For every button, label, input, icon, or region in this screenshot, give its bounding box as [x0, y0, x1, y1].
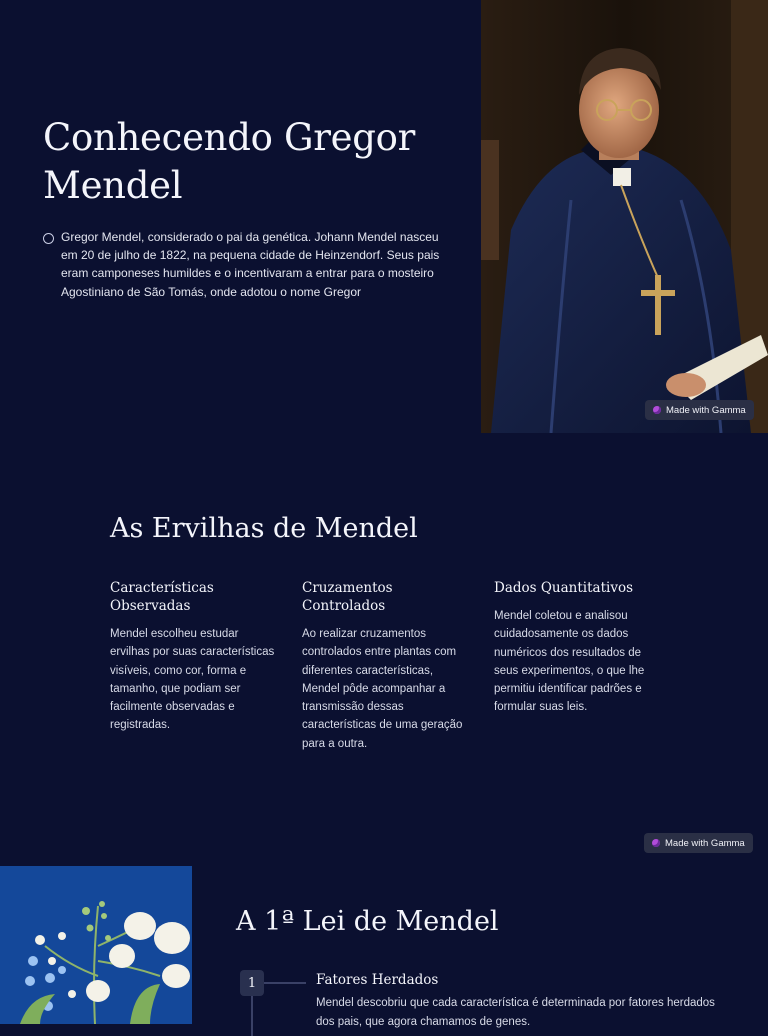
badge-label: Made with Gamma — [665, 837, 745, 849]
column-heading: Características Observadas — [110, 580, 214, 614]
gamma-logo-icon — [652, 839, 660, 847]
step-connector — [264, 982, 306, 984]
slide-title: Conhecendo Gregor Mendel — [43, 116, 416, 207]
column-heading: Cruzamentos Controlados — [302, 580, 393, 614]
slide-title: A 1ª Lei de Mendel — [236, 906, 499, 937]
made-with-gamma-badge[interactable] — [644, 833, 753, 853]
column-characteristics — [110, 579, 280, 735]
bullet-circle-icon — [43, 233, 54, 244]
slide-peas — [0, 433, 768, 866]
column-text: Ao realizar cruzamentos controlados entre plantas com diferentes características, Mendel pôde acompanhar a transmissão dessas características de uma geração para a outra. — [302, 628, 463, 750]
badge-label: Made with Gamma — [666, 404, 746, 416]
slide-first-law — [0, 866, 768, 1028]
step-title: Fatores Herdados — [316, 972, 439, 988]
bullet-text: Gregor Mendel, considerado o pai da genética. Johann Mendel nasceu em 20 de julho de 1822, na pequena cidade de Heinzendorf. Seus pais eram camponeses humildes e o incentivaram a entrar para o mosteiro Agostiniano de São Tomás, onde adotou o nome Gregor — [61, 230, 440, 299]
step-description: Mendel descobriu que cada característica é determinada por fatores herdados dos pais, que agora chamamos de genes. — [316, 997, 715, 1028]
timeline-line — [251, 996, 253, 1036]
column-text: Mendel escolheu estudar ervilhas por suas características visíveis, como cor, forma e tamanho, que podiam ser facilmente observadas e registradas. — [110, 628, 275, 732]
mendel-portrait-image — [481, 0, 768, 433]
column-heading: Dados Quantitativos — [494, 580, 634, 596]
gamma-logo-icon — [653, 406, 661, 414]
slide-title: As Ervilhas de Mendel — [110, 513, 418, 544]
column-data — [494, 579, 654, 717]
made-with-gamma-badge[interactable] — [645, 400, 754, 420]
pea-flowers-image — [0, 866, 192, 1024]
slide-intro — [0, 0, 768, 433]
column-text: Mendel coletou e analisou cuidadosamente os dados numéricos dos resultados de seus experimentos, o que lhe permitiu identificar padrões e formular suas leis. — [494, 610, 645, 714]
column-crosses — [302, 579, 472, 753]
step-number-badge: 1 — [240, 970, 264, 996]
